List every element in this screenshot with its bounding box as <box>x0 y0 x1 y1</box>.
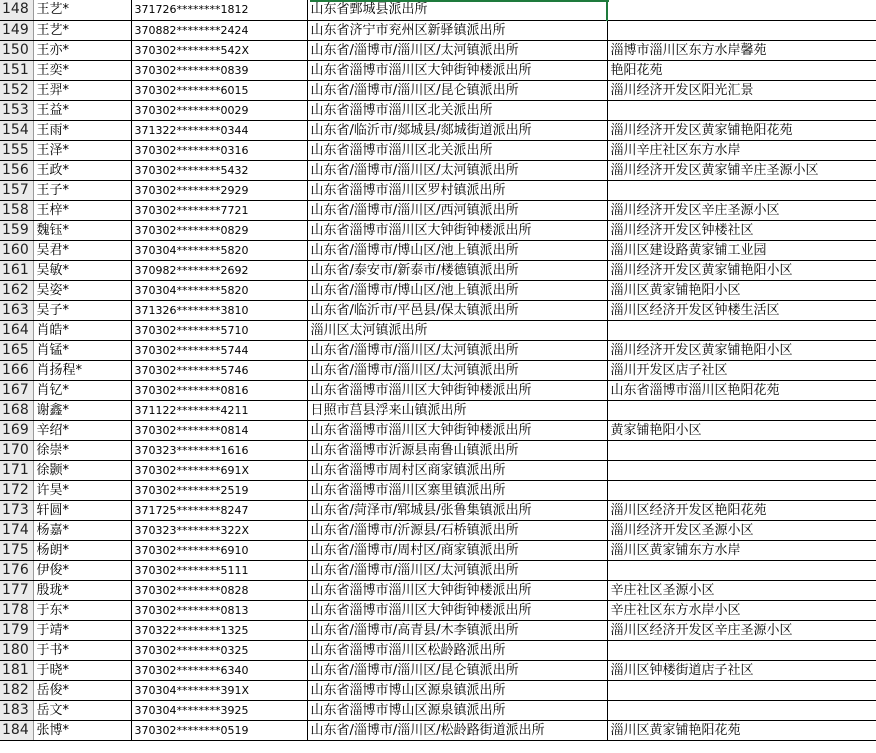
table-row <box>0 220 876 240</box>
id-number-cell[interactable]: 370302********0816 <box>131 380 307 400</box>
row-number-header[interactable]: 173 <box>0 500 33 520</box>
table-row <box>0 0 876 20</box>
id-number-cell[interactable]: 371122********4211 <box>131 400 307 420</box>
table-row <box>0 100 876 120</box>
table-row <box>0 520 876 540</box>
id-number-cell[interactable]: 370302********5710 <box>131 320 307 340</box>
table-row <box>0 400 876 420</box>
row-number-header[interactable]: 154 <box>0 120 33 140</box>
address-cell[interactable]: 淄川经济开发区黄家铺艳阳小区 <box>607 340 876 360</box>
name-cell[interactable]: 徐崇* <box>33 440 131 460</box>
name-cell[interactable]: 王亦* <box>33 40 131 60</box>
name-cell[interactable]: 王子* <box>33 180 131 200</box>
name-cell[interactable]: 于东* <box>33 600 131 620</box>
id-number-cell[interactable]: 370323********322X <box>131 520 307 540</box>
id-number-cell[interactable]: 370882********2424 <box>131 20 307 40</box>
police-station-cell[interactable]: 山东省淄博市周村区商家镇派出所 <box>307 460 607 480</box>
id-number-cell[interactable]: 370302********0029 <box>131 100 307 120</box>
police-station-cell[interactable]: 山东省淄博市淄川区大钟街钟楼派出所 <box>307 420 607 440</box>
id-number-cell[interactable]: 370322********1325 <box>131 620 307 640</box>
id-number-cell[interactable]: 370302********0839 <box>131 60 307 80</box>
address-cell[interactable]: 淄川区经济开发区辛庄圣源小区 <box>607 620 876 640</box>
name-cell[interactable]: 吴君* <box>33 240 131 260</box>
row-number-header[interactable]: 149 <box>0 20 33 40</box>
name-cell[interactable]: 杨朗* <box>33 540 131 560</box>
table-row <box>0 300 876 320</box>
name-cell[interactable]: 许昊* <box>33 480 131 500</box>
police-station-cell[interactable]: 山东省淄博市淄川区罗村镇派出所 <box>307 180 607 200</box>
row-number-header[interactable]: 184 <box>0 720 33 740</box>
police-station-cell[interactable]: 山东省/淄博市/淄川区/太河镇派出所 <box>307 40 607 60</box>
id-number-cell[interactable]: 370302********691X <box>131 460 307 480</box>
id-number-cell[interactable]: 370302********0325 <box>131 640 307 660</box>
table-row <box>0 340 876 360</box>
police-station-cell[interactable]: 山东省淄博市淄川区大钟街钟楼派出所 <box>307 380 607 400</box>
row-number-header[interactable]: 178 <box>0 600 33 620</box>
row-number-header[interactable]: 153 <box>0 100 33 120</box>
id-number-cell[interactable]: 370302********6340 <box>131 660 307 680</box>
address-cell[interactable]: 淄川辛庄社区东方水岸 <box>607 140 876 160</box>
address-cell[interactable]: 淄川区建设路黄家铺工业园 <box>607 240 876 260</box>
table-row <box>0 680 876 700</box>
table-row <box>0 160 876 180</box>
row-number-header[interactable]: 180 <box>0 640 33 660</box>
row-number-header[interactable]: 159 <box>0 220 33 240</box>
address-cell[interactable]: 淄川区黄家铺艳阳小区 <box>607 280 876 300</box>
police-station-cell[interactable]: 山东省/临沂市/平邑县/保太镇派出所 <box>307 300 607 320</box>
table-row <box>0 480 876 500</box>
police-station-cell[interactable]: 山东省淄博市淄川区大钟街钟楼派出所 <box>307 60 607 80</box>
name-cell[interactable]: 肖皓* <box>33 320 131 340</box>
police-station-cell[interactable]: 山东省/淄博市/淄川区/太河镇派出所 <box>307 360 607 380</box>
row-number-header[interactable]: 155 <box>0 140 33 160</box>
police-station-cell[interactable]: 山东省/淄博市/淄川区/昆仑镇派出所 <box>307 660 607 680</box>
id-number-cell[interactable]: 370982********2692 <box>131 260 307 280</box>
row-number-header[interactable]: 165 <box>0 340 33 360</box>
address-cell[interactable] <box>607 680 876 700</box>
id-number-cell[interactable]: 370302********0828 <box>131 580 307 600</box>
name-cell[interactable]: 王益* <box>33 100 131 120</box>
id-number-cell[interactable]: 370302********542X <box>131 40 307 60</box>
name-cell[interactable]: 岳俊* <box>33 680 131 700</box>
police-station-cell[interactable]: 山东省淄博市博山区源泉镇派出所 <box>307 680 607 700</box>
table-row <box>0 360 876 380</box>
table-row <box>0 560 876 580</box>
table-row <box>0 420 876 440</box>
name-cell[interactable]: 于晓* <box>33 660 131 680</box>
address-cell[interactable] <box>607 440 876 460</box>
police-station-cell[interactable]: 山东省/淄博市/淄川区/太河镇派出所 <box>307 560 607 580</box>
row-number-header[interactable]: 160 <box>0 240 33 260</box>
id-number-cell[interactable]: 370302********2519 <box>131 480 307 500</box>
name-cell[interactable]: 轩圆* <box>33 500 131 520</box>
name-cell[interactable]: 伊俊* <box>33 560 131 580</box>
row-number-header[interactable]: 169 <box>0 420 33 440</box>
address-cell[interactable]: 淄博市淄川区东方水岸馨苑 <box>607 40 876 60</box>
police-station-cell[interactable]: 山东省/淄博市/淄川区/松龄路街道派出所 <box>307 720 607 740</box>
table-row <box>0 380 876 400</box>
id-number-cell[interactable]: 370302********6910 <box>131 540 307 560</box>
name-cell[interactable]: 肖扬程* <box>33 360 131 380</box>
police-station-cell[interactable]: 山东省淄博市博山区源泉镇派出所 <box>307 700 607 720</box>
address-cell[interactable]: 淄川经济开发区阳光汇景 <box>607 80 876 100</box>
table-row <box>0 440 876 460</box>
row-number-header[interactable]: 148 <box>0 0 33 20</box>
name-cell[interactable]: 于靖* <box>33 620 131 640</box>
row-number-header[interactable]: 168 <box>0 400 33 420</box>
table-row <box>0 460 876 480</box>
table-row <box>0 540 876 560</box>
id-number-cell[interactable]: 370302********0519 <box>131 720 307 740</box>
police-station-cell[interactable]: 山东省/淄博市/沂源县/石桥镇派出所 <box>307 520 607 540</box>
row-number-header[interactable]: 152 <box>0 80 33 100</box>
id-number-cell[interactable]: 370302********5111 <box>131 560 307 580</box>
address-cell[interactable]: 黄家铺艳阳小区 <box>607 420 876 440</box>
address-cell[interactable]: 辛庄社区圣源小区 <box>607 580 876 600</box>
row-number-header[interactable]: 150 <box>0 40 33 60</box>
row-number-header[interactable]: 164 <box>0 320 33 340</box>
police-station-cell[interactable]: 山东省济宁市兖州区新驿镇派出所 <box>307 20 607 40</box>
name-cell[interactable]: 张博* <box>33 720 131 740</box>
table-row <box>0 280 876 300</box>
address-cell[interactable]: 淄川区经济开发区钟楼生活区 <box>607 300 876 320</box>
table-row <box>0 700 876 720</box>
row-number-header[interactable]: 176 <box>0 560 33 580</box>
police-station-cell[interactable]: 山东省/淄博市/淄川区/西河镇派出所 <box>307 200 607 220</box>
name-cell[interactable]: 殷珑* <box>33 580 131 600</box>
id-number-cell[interactable]: 371326********3810 <box>131 300 307 320</box>
table-row <box>0 600 876 620</box>
row-number-header[interactable]: 163 <box>0 300 33 320</box>
police-station-cell[interactable]: 山东省淄博市淄川区大钟街钟楼派出所 <box>307 580 607 600</box>
name-cell[interactable]: 岳文* <box>33 700 131 720</box>
id-number-cell[interactable]: 370302********5746 <box>131 360 307 380</box>
address-cell[interactable]: 淄川区经济开发区艳阳花苑 <box>607 500 876 520</box>
address-cell[interactable]: 山东省淄博市淄川区艳阳花苑 <box>607 380 876 400</box>
address-cell[interactable] <box>607 480 876 500</box>
name-cell[interactable]: 王泽* <box>33 140 131 160</box>
name-cell[interactable]: 肖锰* <box>33 340 131 360</box>
name-cell[interactable]: 魏钰* <box>33 220 131 240</box>
address-cell[interactable] <box>607 560 876 580</box>
police-station-cell[interactable]: 山东省/淄博市/淄川区/太河镇派出所 <box>307 340 607 360</box>
row-number-header[interactable]: 181 <box>0 660 33 680</box>
police-station-cell[interactable]: 山东省/淄博市/博山区/池上镇派出所 <box>307 240 607 260</box>
row-number-header[interactable]: 183 <box>0 700 33 720</box>
address-cell[interactable]: 淄川经济开发区黄家铺艳阳花苑 <box>607 120 876 140</box>
row-number-header[interactable]: 174 <box>0 520 33 540</box>
table-row <box>0 260 876 280</box>
id-number-cell[interactable]: 370302********0814 <box>131 420 307 440</box>
address-cell[interactable] <box>607 0 876 20</box>
address-cell[interactable] <box>607 460 876 480</box>
name-cell[interactable]: 吴姿* <box>33 280 131 300</box>
row-number-header[interactable]: 158 <box>0 200 33 220</box>
address-cell[interactable]: 淄川经济开发区圣源小区 <box>607 520 876 540</box>
table-row <box>0 140 876 160</box>
police-station-cell[interactable]: 淄川区太河镇派出所 <box>307 320 607 340</box>
table-row <box>0 240 876 260</box>
table-row <box>0 180 876 200</box>
row-number-header[interactable]: 162 <box>0 280 33 300</box>
address-cell[interactable]: 淄川经济开发区黄家铺艳阳小区 <box>607 260 876 280</box>
name-cell[interactable]: 王奕* <box>33 60 131 80</box>
table-row <box>0 720 876 740</box>
id-number-cell[interactable]: 370304********5820 <box>131 240 307 260</box>
id-number-cell[interactable]: 370304********391X <box>131 680 307 700</box>
police-station-cell[interactable]: 山东省/泰安市/新泰市/楼德镇派出所 <box>307 260 607 280</box>
police-station-cell[interactable]: 山东省淄博市淄川区北关派出所 <box>307 100 607 120</box>
police-station-cell[interactable]: 山东省淄博市沂源县南鲁山镇派出所 <box>307 440 607 460</box>
row-number-header[interactable]: 166 <box>0 360 33 380</box>
police-station-cell[interactable]: 山东省鄄城县派出所 <box>307 0 607 20</box>
name-cell[interactable]: 辛绍* <box>33 420 131 440</box>
name-cell[interactable]: 王雨* <box>33 120 131 140</box>
table-row <box>0 660 876 680</box>
name-cell[interactable]: 谢鑫* <box>33 400 131 420</box>
police-station-cell[interactable]: 山东省/淄博市/淄川区/太河镇派出所 <box>307 160 607 180</box>
name-cell[interactable]: 王艺* <box>33 20 131 40</box>
row-number-header[interactable]: 151 <box>0 60 33 80</box>
police-station-cell[interactable]: 山东省/菏泽市/郓城县/张鲁集镇派出所 <box>307 500 607 520</box>
address-cell[interactable] <box>607 100 876 120</box>
row-number-header[interactable]: 172 <box>0 480 33 500</box>
id-number-cell[interactable]: 370302********5744 <box>131 340 307 360</box>
row-number-header[interactable]: 157 <box>0 180 33 200</box>
police-station-cell[interactable]: 日照市莒县浮来山镇派出所 <box>307 400 607 420</box>
address-cell[interactable]: 淄川经济开发区钟楼社区 <box>607 220 876 240</box>
address-cell[interactable] <box>607 400 876 420</box>
row-number-header[interactable]: 161 <box>0 260 33 280</box>
table-row <box>0 40 876 60</box>
name-cell[interactable]: 吴敏* <box>33 260 131 280</box>
address-cell[interactable] <box>607 320 876 340</box>
police-station-cell[interactable]: 山东省/临沂市/郯城县/郯城街道派出所 <box>307 120 607 140</box>
cell-selection-highlight <box>310 0 609 2</box>
police-station-cell[interactable]: 山东省淄博市淄川区大钟街钟楼派出所 <box>307 220 607 240</box>
name-cell[interactable]: 杨嘉* <box>33 520 131 540</box>
id-number-cell[interactable]: 371322********0344 <box>131 120 307 140</box>
table-row <box>0 20 876 40</box>
id-number-cell[interactable]: 371726********1812 <box>131 0 307 20</box>
table-row <box>0 80 876 100</box>
row-number-header[interactable]: 170 <box>0 440 33 460</box>
row-number-header[interactable]: 177 <box>0 580 33 600</box>
name-cell[interactable]: 肖钇* <box>33 380 131 400</box>
id-number-cell[interactable]: 370304********3925 <box>131 700 307 720</box>
name-cell[interactable]: 王羿* <box>33 80 131 100</box>
address-cell[interactable]: 淄川经济开发区辛庄圣源小区 <box>607 200 876 220</box>
table-row <box>0 320 876 340</box>
name-cell[interactable]: 王政* <box>33 160 131 180</box>
name-cell[interactable]: 吴子* <box>33 300 131 320</box>
police-station-cell[interactable]: 山东省淄博市淄川区寨里镇派出所 <box>307 480 607 500</box>
id-number-cell[interactable]: 370302********0813 <box>131 600 307 620</box>
table-row <box>0 60 876 80</box>
id-number-cell[interactable]: 370323********1616 <box>131 440 307 460</box>
police-station-cell[interactable]: 山东省淄博市淄川区松龄路派出所 <box>307 640 607 660</box>
table-row <box>0 120 876 140</box>
address-cell[interactable] <box>607 700 876 720</box>
table-row <box>0 500 876 520</box>
row-number-header[interactable]: 167 <box>0 380 33 400</box>
address-cell[interactable] <box>607 20 876 40</box>
police-station-cell[interactable]: 山东省/淄博市/高青县/木李镇派出所 <box>307 620 607 640</box>
address-cell[interactable]: 淄川区黄家铺东方水岸 <box>607 540 876 560</box>
police-station-cell[interactable]: 山东省淄博市淄川区大钟街钟楼派出所 <box>307 600 607 620</box>
id-number-cell[interactable]: 370302********0316 <box>131 140 307 160</box>
id-number-cell[interactable]: 370302********7721 <box>131 200 307 220</box>
police-station-cell[interactable]: 山东省/淄博市/周村区/商家镇派出所 <box>307 540 607 560</box>
table-row <box>0 620 876 640</box>
address-cell[interactable] <box>607 180 876 200</box>
id-number-cell[interactable]: 370302********6015 <box>131 80 307 100</box>
table-row <box>0 200 876 220</box>
address-cell[interactable]: 辛庄社区东方水岸小区 <box>607 600 876 620</box>
table-row <box>0 580 876 600</box>
row-number-header[interactable]: 179 <box>0 620 33 640</box>
id-number-cell[interactable]: 371725********8247 <box>131 500 307 520</box>
police-station-cell[interactable]: 山东省/淄博市/淄川区/昆仑镇派出所 <box>307 80 607 100</box>
table-row <box>0 640 876 660</box>
id-number-cell[interactable]: 370302********2929 <box>131 180 307 200</box>
row-number-header[interactable]: 175 <box>0 540 33 560</box>
police-station-cell[interactable]: 山东省淄博市淄川区北关派出所 <box>307 140 607 160</box>
address-cell[interactable] <box>607 640 876 660</box>
address-cell[interactable]: 淄川开发区店子社区 <box>607 360 876 380</box>
address-cell[interactable]: 艳阳花苑 <box>607 60 876 80</box>
name-cell[interactable]: 于书* <box>33 640 131 660</box>
id-number-cell[interactable]: 370302********5432 <box>131 160 307 180</box>
police-station-cell[interactable]: 山东省/淄博市/博山区/池上镇派出所 <box>307 280 607 300</box>
row-number-header[interactable]: 156 <box>0 160 33 180</box>
name-cell[interactable]: 徐颢* <box>33 460 131 480</box>
id-number-cell[interactable]: 370302********0829 <box>131 220 307 240</box>
name-cell[interactable]: 王梓* <box>33 200 131 220</box>
address-cell[interactable]: 淄川区黄家铺艳阳花苑 <box>607 720 876 740</box>
address-cell[interactable]: 淄川区钟楼街道店子社区 <box>607 660 876 680</box>
row-number-header[interactable]: 171 <box>0 460 33 480</box>
row-number-header[interactable]: 182 <box>0 680 33 700</box>
name-cell[interactable]: 王艺* <box>33 0 131 20</box>
address-cell[interactable]: 淄川经济开发区黄家铺辛庄圣源小区 <box>607 160 876 180</box>
id-number-cell[interactable]: 370304********5820 <box>131 280 307 300</box>
